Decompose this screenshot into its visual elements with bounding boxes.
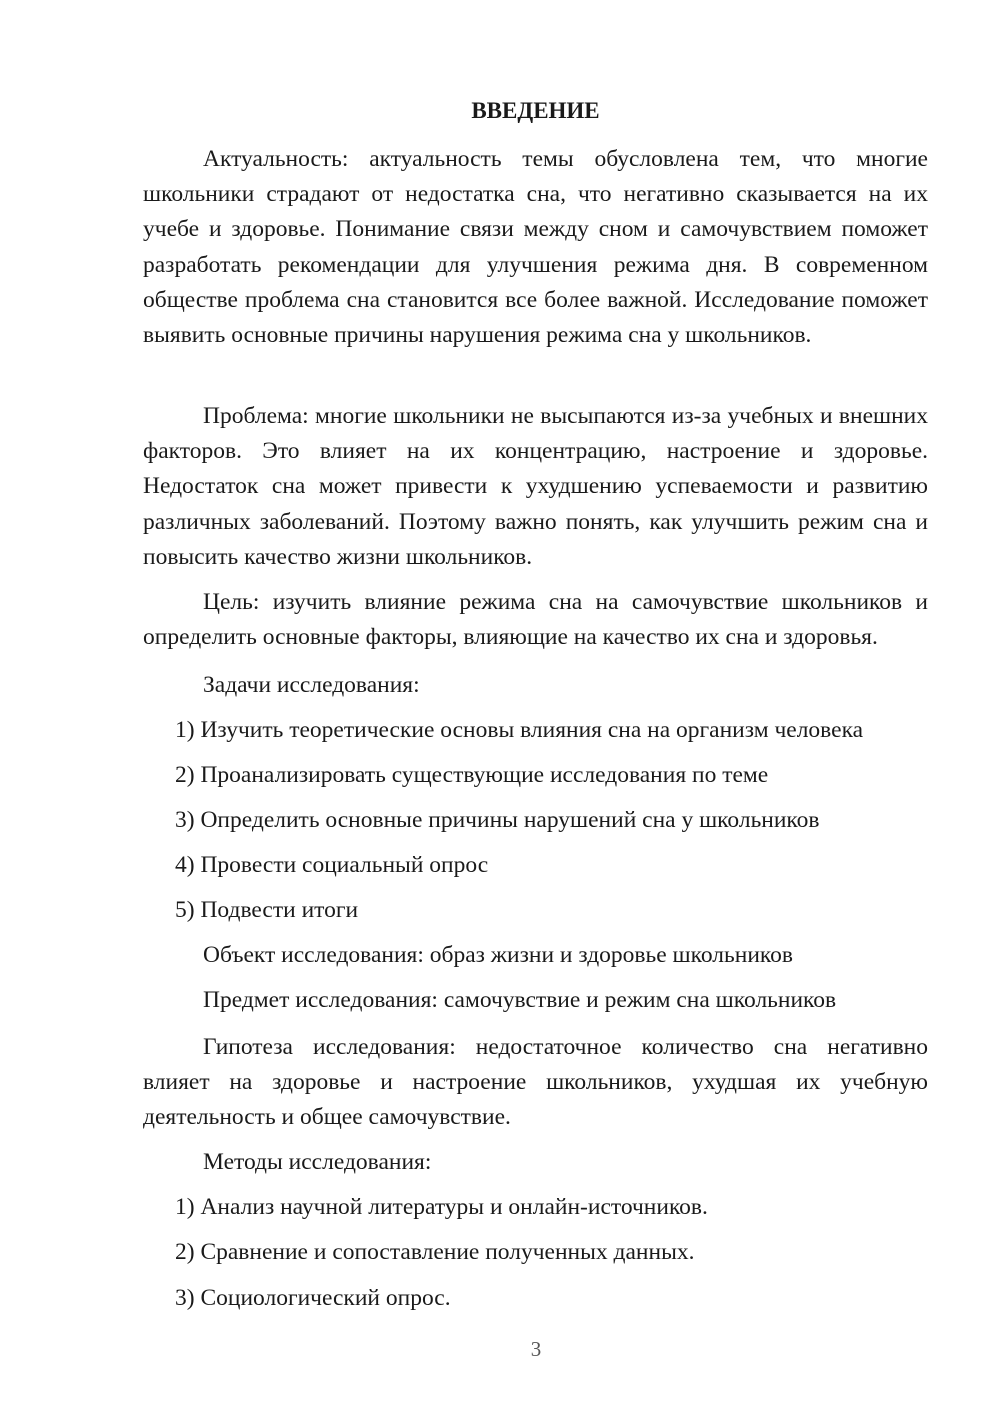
goal-paragraph: Цель: изучить влияние режима сна на самочувствие школьников и определить основные факторы, влияющие на качество их сна и здоровья. bbox=[143, 589, 928, 651]
task-item-5: 5) Подвести итоги bbox=[175, 897, 359, 923]
method-item-2: 2) Сравнение и сопоставление полученных данных. bbox=[175, 1239, 695, 1265]
tasks-label: Задачи исследования: bbox=[203, 672, 420, 698]
page-title: ВВЕДЕНИЕ bbox=[471, 98, 600, 123]
method-item-1: 1) Анализ научной литературы и онлайн-источников. bbox=[175, 1194, 708, 1220]
task-item-3: 3) Определить основные причины нарушений сна у школьников bbox=[175, 807, 820, 833]
task-item-2: 2) Проанализировать существующие исследования по теме bbox=[175, 762, 769, 788]
relevance-paragraph: Актуальность: актуальность темы обусловлена тем, что многие школьники страдают от недостатка сна, что негативно сказывается на их учебе и здоровье. Понимание связи между сном и самочувствием поможет разработать рекомендации для улучшения режима дня. В современном обществе проблема сна становится все более важной. Исследование поможет выявить основные причины нарушения режима сна у школьников. bbox=[143, 146, 928, 349]
methods-label: Методы исследования: bbox=[203, 1149, 432, 1175]
subject-line: Предмет исследования: самочувствие и режим сна школьников bbox=[203, 987, 837, 1013]
problem-paragraph: Проблема: многие школьники не высыпаются из-за учебных и внешних факторов. Это влияет на их концентрацию, настроение и здоровье. Недостаток сна может привести к ухудшению успеваемости и развитию различных заболеваний. Поэтому важно понять, как улучшить режим сна и повысить качество жизни школьников. bbox=[143, 403, 928, 570]
object-line: Объект исследования: образ жизни и здоровье школьников bbox=[203, 942, 793, 968]
task-item-4: 4) Провести социальный опрос bbox=[175, 852, 489, 878]
method-item-3: 3) Социологический опрос. bbox=[175, 1285, 451, 1311]
hypothesis-paragraph: Гипотеза исследования: недостаточное количество сна негативно влияет на здоровье и настроение школьников, ухудшая их учебную деятельность и общее самочувствие. bbox=[143, 1034, 928, 1131]
page-number: 3 bbox=[530, 1337, 542, 1361]
task-item-1: 1) Изучить теоретические основы влияния сна на организм человека bbox=[175, 717, 864, 743]
